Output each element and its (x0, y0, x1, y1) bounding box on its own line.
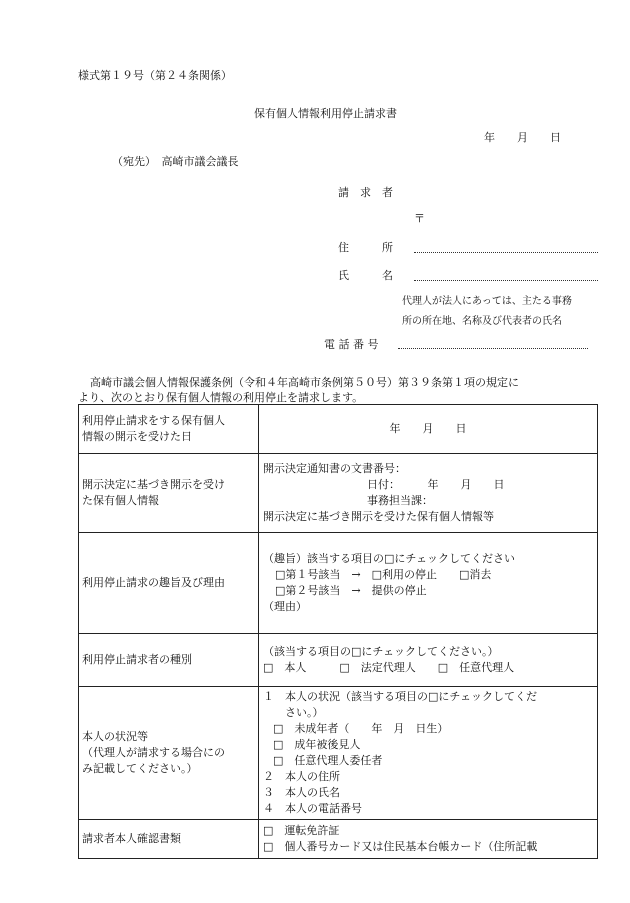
id-documents-field[interactable]: □ 運転免許証 □ 個人番号カード又は住民基本台帳カード（住所記載 (259, 820, 598, 859)
disclosed-info-field[interactable]: 開示決定通知書の文書番号： 日付： 年 月 日 事務担当課： 開示決定に基づき開示を受けた保有個人情報等 (259, 454, 598, 533)
table-row (79, 405, 598, 454)
requester-heading: 請 求 者 (338, 186, 393, 199)
table-row (79, 634, 598, 687)
name-label: 氏 名 (338, 269, 393, 282)
name-field[interactable] (414, 280, 598, 281)
disclosure-date-label: 利用停止請求をする保有個人 情報の開示を受けた日 (79, 405, 259, 454)
addressee: （宛先） 高崎市議会議長 (112, 155, 239, 168)
intro-line2: より、次のとおり保有個人情報の利用停止を請求します。 (78, 391, 364, 404)
table-row (79, 454, 598, 533)
purpose-reason-label: 利用停止請求の趣旨及び理由 (79, 533, 259, 634)
table-row (79, 687, 598, 820)
request-form-table (78, 404, 598, 859)
disclosed-info-label: 開示決定に基づき開示を受け た保有個人情報 (79, 454, 259, 533)
address-label: 住 所 (338, 241, 393, 254)
address-field[interactable] (414, 252, 598, 253)
requester-type-label: 利用停止請求者の種別 (79, 634, 259, 687)
requester-type-field[interactable]: （該当する項目の□にチェックしてください。） □ 本人 □ 法定代理人 □ 任意代理人 (259, 634, 598, 687)
principal-status-field[interactable]: １ 本人の状況（該当する項目の□にチェックしてくだ さい。） □ 未成年者（ 年 月 日生） □ 成年被後見人 □ 任意代理人委任者 ２ 本人の住所 ３ 本人の氏名 ４ 本人の電話番号 (259, 687, 598, 820)
proxy-note-line2: 所の所在地、名称及び代表者の氏名 (402, 316, 562, 327)
intro-line1: 高崎市議会個人情報保護条例（令和４年高崎市条例第５０号）第３９条第１項の規定に (90, 376, 519, 389)
date-line: 年 月 日 (484, 131, 561, 144)
purpose-reason-field[interactable]: （趣旨）該当する項目の□にチェックしてください □第１号該当 → □利用の停止 □消去 □第２号該当 → 提供の停止 （理由） (259, 533, 598, 634)
id-documents-label: 請求者本人確認書類 (79, 820, 259, 859)
table-row (79, 820, 598, 859)
phone-field[interactable] (398, 348, 588, 349)
postal-mark: 〒 (414, 212, 425, 225)
disclosure-date-field[interactable]: 年 月 日 (259, 405, 598, 454)
proxy-note-line1: 代理人が法人にあっては、主たる事務 (402, 296, 572, 307)
phone-label: 電 話 番 号 (324, 338, 379, 351)
form-number: 様式第１９号（第２４条関係） (78, 69, 232, 82)
document-title: 保有個人情報利用停止請求書 (254, 107, 397, 120)
principal-status-label: 本人の状況等 （代理人が請求する場合にの み記載してください。） (79, 687, 259, 820)
table-row (79, 533, 598, 634)
